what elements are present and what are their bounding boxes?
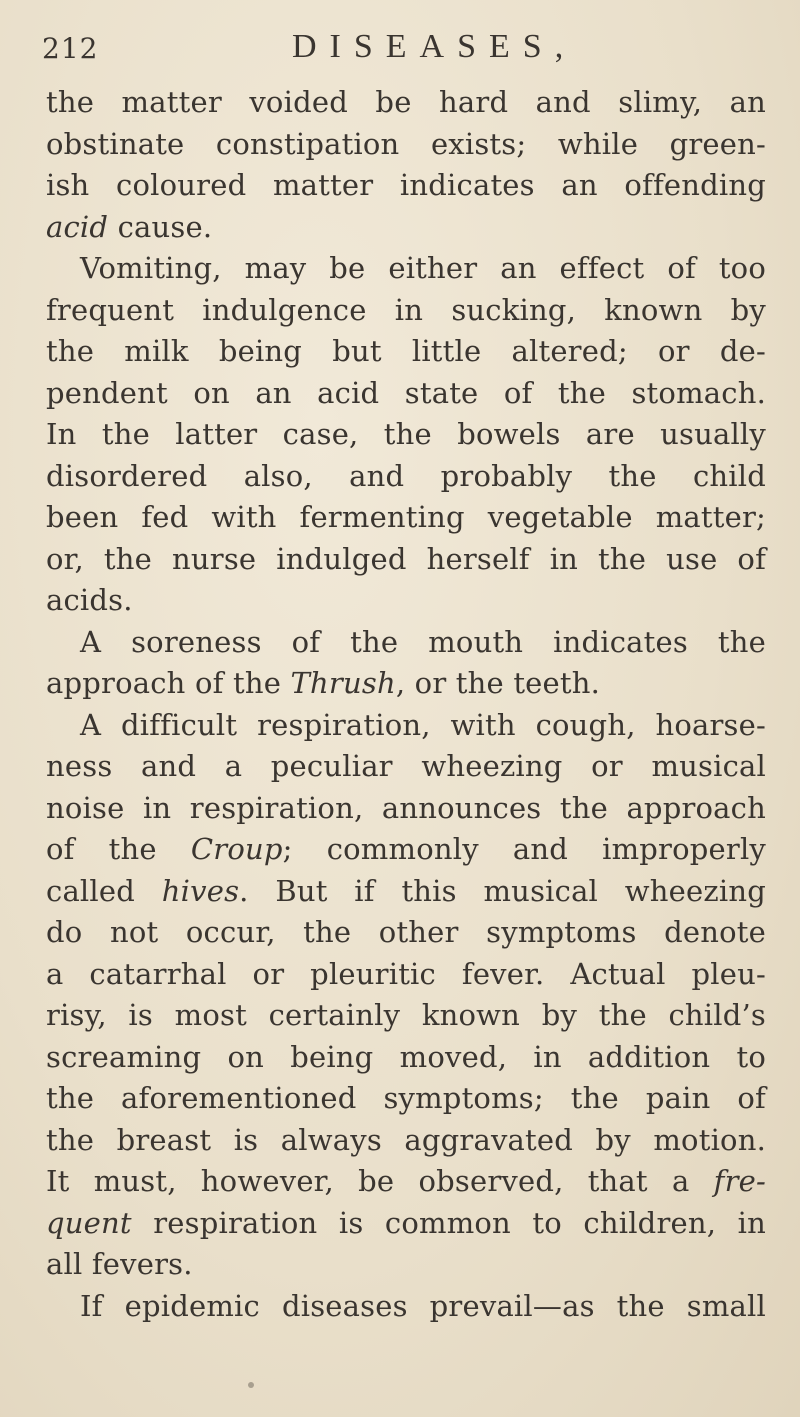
text-line: acids. xyxy=(46,583,133,617)
text-line: approach of the Thrush, or the teeth. xyxy=(46,666,601,700)
text-line: A soreness of the mouth indicates the xyxy=(80,624,766,659)
text-line: risy, is most certainly known by the child’s xyxy=(46,998,766,1032)
page-header xyxy=(42,28,770,68)
text-line: ish coloured matter indicates an offending xyxy=(46,168,766,202)
ink-speck xyxy=(248,1382,254,1388)
text-line: a catarrhal or pleuritic fever. Actual pleu- xyxy=(46,956,766,991)
text-line: called hives. But if this musical wheezing xyxy=(46,873,766,908)
text-line: of the Croup; commonly and improperly xyxy=(46,832,767,866)
text-line: A difficult respiration, with cough, hoarse- xyxy=(80,707,766,742)
text-line: It must, however, be observed, that a fre- xyxy=(46,1164,766,1198)
text-line: screaming on being moved, in addition to xyxy=(46,1039,766,1074)
text-line: the matter voided be hard and slimy, an xyxy=(46,85,766,119)
text-line: obstinate constipation exists; while green- xyxy=(46,126,766,161)
text-line: acid cause. xyxy=(46,209,213,244)
text-line: the breast is always aggravated by motion. xyxy=(46,1122,766,1157)
text-line: do not occur, the other symptoms denote xyxy=(46,915,766,949)
text-line: the aforementioned symptoms; the pain of xyxy=(46,1081,766,1115)
text-line: pendent on an acid state of the stomach. xyxy=(46,375,766,410)
text-line: ness and a peculiar wheezing or musical xyxy=(46,749,766,783)
text-line: the milk being but little altered; or de- xyxy=(46,334,766,368)
text-line: quent respiration is common to children, in xyxy=(46,1205,766,1240)
text-line: or, the nurse indulged herself in the use of xyxy=(46,541,766,576)
text-line: noise in respiration, announces the approach xyxy=(46,790,766,825)
text-line: been fed with fermenting vegetable matter; xyxy=(46,500,766,534)
text-line: Vomiting, may be either an effect of too xyxy=(80,251,766,285)
running-head: DISEASES, xyxy=(292,28,577,65)
text-line: In the latter case, the bowels are usually xyxy=(46,417,766,451)
text-line: disordered also, and probably the child xyxy=(46,458,766,493)
text-line: If epidemic diseases prevail—as the small xyxy=(80,1288,766,1323)
body-text xyxy=(46,82,766,1327)
text-line: frequent indulgence in sucking, known by xyxy=(46,292,766,327)
text-line: all fevers. xyxy=(46,1247,193,1281)
page-number: 212 xyxy=(42,32,99,65)
